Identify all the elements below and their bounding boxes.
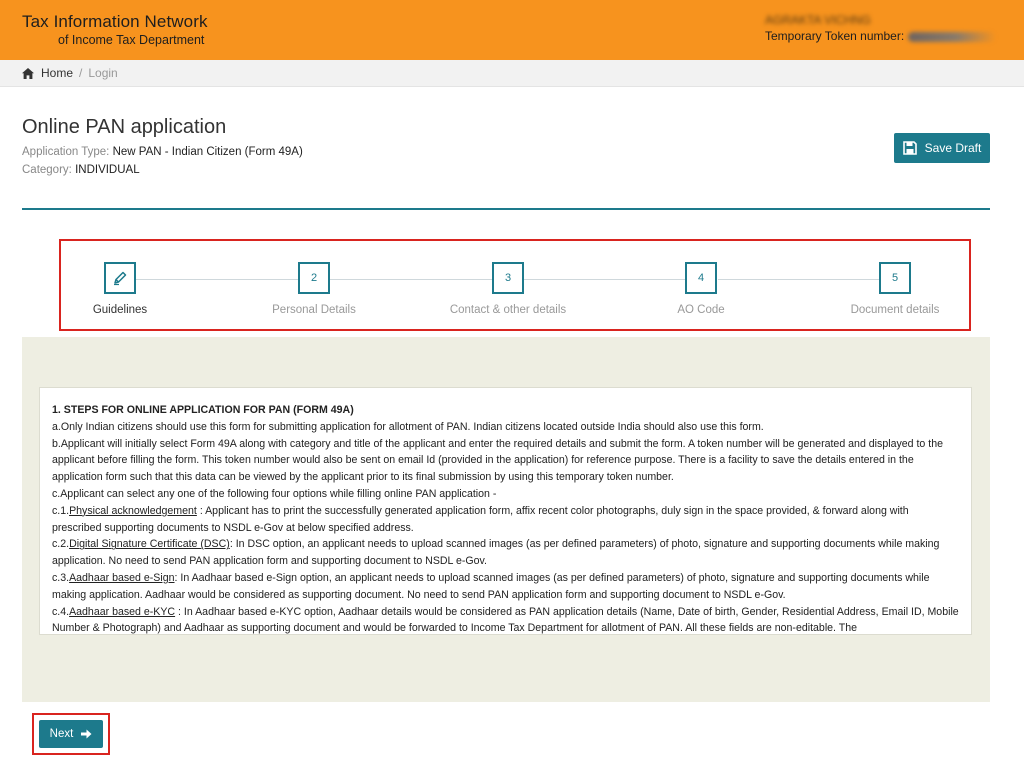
next-button[interactable] (39, 720, 103, 748)
aadhaar-ekyc-link[interactable]: Aadhaar based e-KYC (69, 605, 176, 618)
progress-stepper (59, 239, 971, 331)
application-type-value: New PAN - Indian Citizen (Form 49A) (112, 146, 303, 158)
guideline-c3-prefix: c.3. (52, 571, 70, 584)
step-contact-details[interactable] (438, 262, 578, 316)
step-3-box: 3 (492, 262, 524, 294)
page-title: Online PAN application (22, 116, 227, 138)
step-label: Contact & other details (449, 304, 567, 316)
pencil-icon (112, 270, 128, 286)
guideline-b: b.Applicant will initially select Form 49A along with category and title of the applicant and enter the required details and submit the form. A token number will be generated and displayed to the applicant before filling the form. This token number would also be sent on email Id (provided in the application) for reference purpose. There is a facility to save the details entered in the application form such that this data can be viewed by the applicant prior to its final submission by using this temporary token number. (52, 437, 943, 484)
step-document-details[interactable] (825, 262, 965, 316)
save-draft-label: Save Draft (924, 141, 982, 155)
step-ao-code[interactable] (631, 262, 771, 316)
physical-acknowledgement-link[interactable]: Physical acknowledgement (69, 504, 197, 517)
category-label: Category: (22, 164, 72, 176)
home-icon (22, 68, 34, 79)
guideline-c1-prefix: c.1. (52, 504, 70, 517)
token-row (765, 28, 996, 44)
top-header (0, 0, 1024, 60)
floppy-disk-icon (903, 141, 917, 155)
step-1-box (104, 262, 136, 294)
guideline-c3 (52, 570, 959, 604)
guideline-c4-text: : In Aadhaar based e-KYC option, Aadhaar details would be considered as PAN application details (Name, Date of birth, Gender, Residential Address, Email ID, Mobile Number & Photograph) and Aadhaar as supporting document and would be forwarded to Income Tax Department for allotment of PAN. All these fields are non-editable. The (52, 605, 959, 635)
step-label: Personal Details (272, 304, 356, 316)
arrow-right-icon (81, 729, 92, 739)
brand-logo[interactable] (22, 12, 208, 48)
breadcrumb (0, 60, 1024, 87)
guidelines-text (40, 388, 971, 635)
application-type (22, 146, 303, 158)
guideline-c2-text: : In DSC option, an applicant needs to upload scanned images (as per defined parameters) of photo, signature and supporting documents while making application. No need to send PAN application form and supporting document to NSDL e-Gov. (52, 538, 940, 568)
guideline-a: a.Only Indian citizens should use this form for submitting application for allotment of PAN. Indian citizens located outside India should also use this form. (52, 420, 764, 433)
guidelines-scroll-box[interactable] (39, 387, 972, 635)
breadcrumb-separator: / (79, 66, 83, 80)
user-info (765, 12, 996, 44)
step-label: Guidelines (92, 304, 148, 316)
token-value-redacted (908, 32, 996, 42)
guideline-c4-prefix: c.4. (52, 605, 70, 618)
guideline-c2-prefix: c.2. (52, 538, 70, 551)
title-divider (22, 208, 990, 210)
breadcrumb-current: Login (88, 66, 118, 80)
guideline-c4 (52, 604, 959, 635)
guidelines-heading: 1. STEPS FOR ONLINE APPLICATION FOR PAN (FORM 49A) (52, 404, 354, 416)
token-label: Temporary Token number: (765, 29, 905, 43)
step-personal-details[interactable] (244, 262, 384, 316)
step-label: Document details (850, 304, 940, 316)
category (22, 164, 140, 176)
category-value: INDIVIDUAL (75, 164, 140, 176)
guideline-c: c.Applicant can select any one of the following four options while filling online PAN application - (52, 487, 497, 500)
dsc-link[interactable]: Digital Signature Certificate (DSC) (69, 538, 230, 551)
user-name: AGRAKTA VICHNG (765, 13, 871, 27)
step-4-box: 4 (685, 262, 717, 294)
step-guidelines[interactable] (50, 262, 190, 316)
brand-title: Tax Information Network (22, 12, 208, 31)
guideline-c3-text: : In Aadhaar based e-Sign option, an applicant needs to upload scanned images (as per defined parameters) of photo, signature and supporting documents while making application. Aadhaar would be considered as supporting document. No need to send PAN application form and supporting document to NSDL e-Gov. (52, 571, 930, 601)
guideline-c1 (52, 503, 959, 537)
save-draft-button[interactable] (894, 133, 990, 163)
step-2-box: 2 (298, 262, 330, 294)
brand-subtitle: of Income Tax Department (58, 33, 205, 47)
guideline-c2 (52, 536, 959, 570)
application-type-label: Application Type: (22, 146, 110, 158)
aadhaar-esign-link[interactable]: Aadhaar based e-Sign (69, 571, 175, 584)
step-5-box: 5 (879, 262, 911, 294)
breadcrumb-home-link[interactable]: Home (41, 66, 74, 80)
guideline-c1-text: : Applicant has to print the successfully generated application form, affix recent color photographs, duly sign in the space provided, & forward along with prescribed supporting documents to NSDL e-Gov at below specified address. (52, 504, 909, 534)
step-label: AO Code (677, 304, 725, 316)
next-label: Next (49, 728, 74, 740)
